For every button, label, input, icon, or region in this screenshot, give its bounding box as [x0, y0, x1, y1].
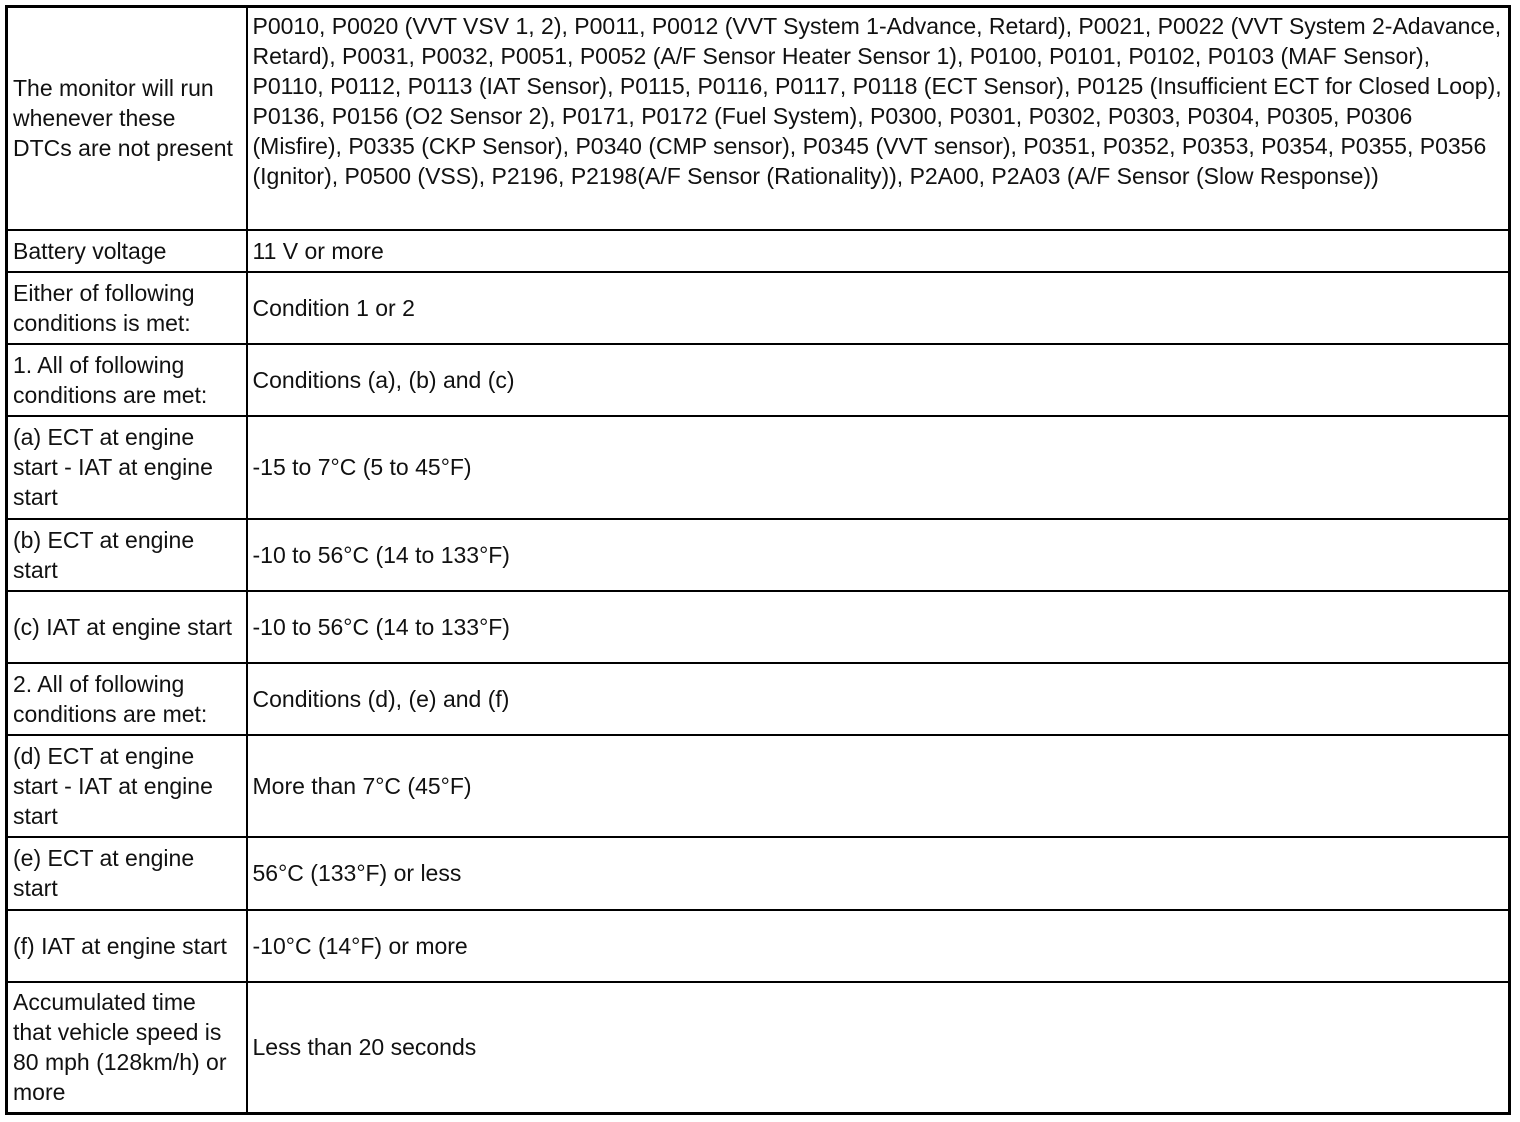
row-label: (f) IAT at engine start — [7, 910, 247, 982]
row-label: Either of following conditions is met: — [7, 272, 247, 344]
table-row-dtcs-not-present — [7, 7, 1510, 230]
table-row-battery-voltage — [7, 230, 1510, 272]
table-row-accumulated-time — [7, 982, 1510, 1114]
row-value: More than 7°C (45°F) — [247, 735, 1510, 837]
row-value: Conditions (d), (e) and (f) — [247, 663, 1510, 735]
table-row-condition-a — [7, 416, 1510, 519]
table-row-condition-e — [7, 837, 1510, 910]
row-label: Battery voltage — [7, 230, 247, 272]
row-label: The monitor will run whenever these DTCs are not present — [7, 7, 247, 230]
table-row-either-condition — [7, 272, 1510, 344]
row-label: 2. All of following conditions are met: — [7, 663, 247, 735]
row-label: Accumulated time that vehicle speed is 80 mph (128km/h) or more — [7, 982, 247, 1114]
row-label: (b) ECT at engine start — [7, 519, 247, 591]
row-label: (d) ECT at engine start - IAT at engine start — [7, 735, 247, 837]
row-value: -15 to 7°C (5 to 45°F) — [247, 416, 1510, 519]
row-value: -10 to 56°C (14 to 133°F) — [247, 591, 1510, 663]
row-value: Conditions (a), (b) and (c) — [247, 344, 1510, 416]
table-row-condition-b — [7, 519, 1510, 591]
monitor-conditions-table — [5, 5, 1511, 1115]
table-row-condition-1 — [7, 344, 1510, 416]
row-label: (a) ECT at engine start - IAT at engine start — [7, 416, 247, 519]
row-label: (c) IAT at engine start — [7, 591, 247, 663]
row-value: Less than 20 seconds — [247, 982, 1510, 1114]
table-row-condition-d — [7, 735, 1510, 837]
row-label: (e) ECT at engine start — [7, 837, 247, 910]
table-row-condition-f — [7, 910, 1510, 982]
row-value: 11 V or more — [247, 230, 1510, 272]
row-value: P0010, P0020 (VVT VSV 1, 2), P0011, P0012 (VVT System 1-Advance, Retard), P0021, P0022 (VVT System 2-Adavance, Retard), P0031, P0032, P0051, P0052 (A/F Sensor Heater Sensor 1), P0100, P0101, P0102, P0103 (MAF Sensor), P0110, P0112, P0113 (IAT Sensor), P0115, P0116, P0117, P0118 (ECT Sensor), P0125 (Insufficient ECT for Closed Loop), P0136, P0156 (O2 Sensor 2), P0171, P0172 (Fuel System), P0300, P0301, P0302, P0303, P0304, P0305, P0306 (Misfire), P0335 (CKP Sensor), P0340 (CMP sensor), P0345 (VVT sensor), P0351, P0352, P0353, P0354, P0355, P0356 (Ignitor), P0500 (VSS), P2196, P2198(A/F Sensor (Rationality)), P2A00, P2A03 (A/F Sensor (Slow Response)) — [247, 7, 1510, 230]
table-row-condition-c — [7, 591, 1510, 663]
row-value: Condition 1 or 2 — [247, 272, 1510, 344]
row-label: 1. All of following conditions are met: — [7, 344, 247, 416]
row-value: -10 to 56°C (14 to 133°F) — [247, 519, 1510, 591]
row-value: -10°C (14°F) or more — [247, 910, 1510, 982]
table-row-condition-2 — [7, 663, 1510, 735]
row-value: 56°C (133°F) or less — [247, 837, 1510, 910]
